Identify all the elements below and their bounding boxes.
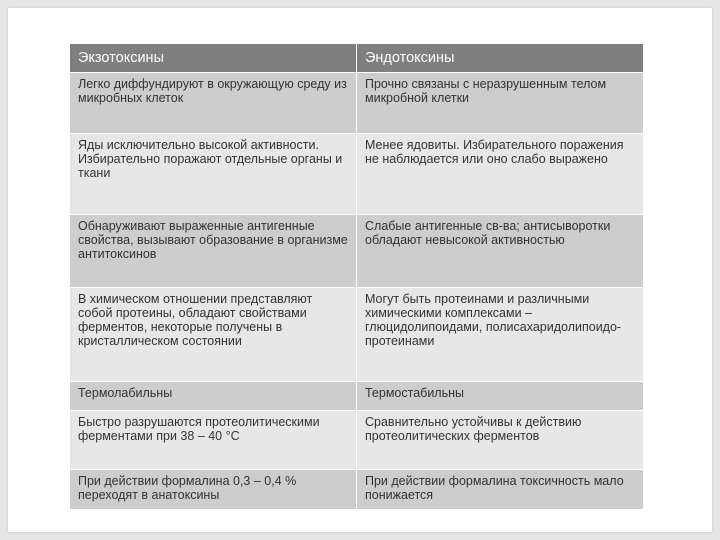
table-row [70, 382, 644, 411]
table-cell-endotoxin: Слабые антигенные св-ва; антисыворотки обладают невысокой активностью [357, 215, 644, 288]
table-cell-endotoxin: Сравнительно устойчивы к действию протеолитических ферментов [357, 411, 644, 470]
table-cell-exotoxin: Термолабильны [70, 382, 357, 411]
table-row [70, 411, 644, 470]
header-endotoxins: Эндотоксины [357, 44, 644, 73]
table-cell-endotoxin: Термостабильны [357, 382, 644, 411]
comparison-table [69, 43, 644, 510]
table-cell-endotoxin: Могут быть протеинами и различными химическими комплексами – глюцидолипоидами, полисахаридолипоидо-протеинами [357, 288, 644, 382]
table-row [70, 288, 644, 382]
table-cell-exotoxin: При действии формалина 0,3 – 0,4 % переходят в анатоксины [70, 470, 357, 510]
table-cell-exotoxin: В химическом отношении представляют собой протеины, обладают свойствами ферментов, некоторые получены в кристаллическом состоянии [70, 288, 357, 382]
table-cell-exotoxin: Обнаруживают выраженные антигенные свойства, вызывают образование в организме антитоксинов [70, 215, 357, 288]
table-cell-endotoxin: Прочно связаны с неразрушенным телом микробной клетки [357, 73, 644, 134]
table-cell-endotoxin: При действии формалина токсичность мало понижается [357, 470, 644, 510]
header-exotoxins: Экзотоксины [70, 44, 357, 73]
table-row [70, 470, 644, 510]
table-cell-exotoxin: Легко диффундируют в окружающую среду из микробных клеток [70, 73, 357, 134]
table-cell-exotoxin: Быстро разрушаются протеолитическими ферментами при 38 – 40 °С [70, 411, 357, 470]
table-cell-endotoxin: Менее ядовиты. Избирательного поражения не наблюдается или оно слабо выражено [357, 134, 644, 215]
table-cell-exotoxin: Яды исключительно высокой активности. Избирательно поражают отдельные органы и ткани [70, 134, 357, 215]
table-row [70, 73, 644, 134]
table-row [70, 134, 644, 215]
table-row [70, 215, 644, 288]
header-row [70, 44, 644, 73]
